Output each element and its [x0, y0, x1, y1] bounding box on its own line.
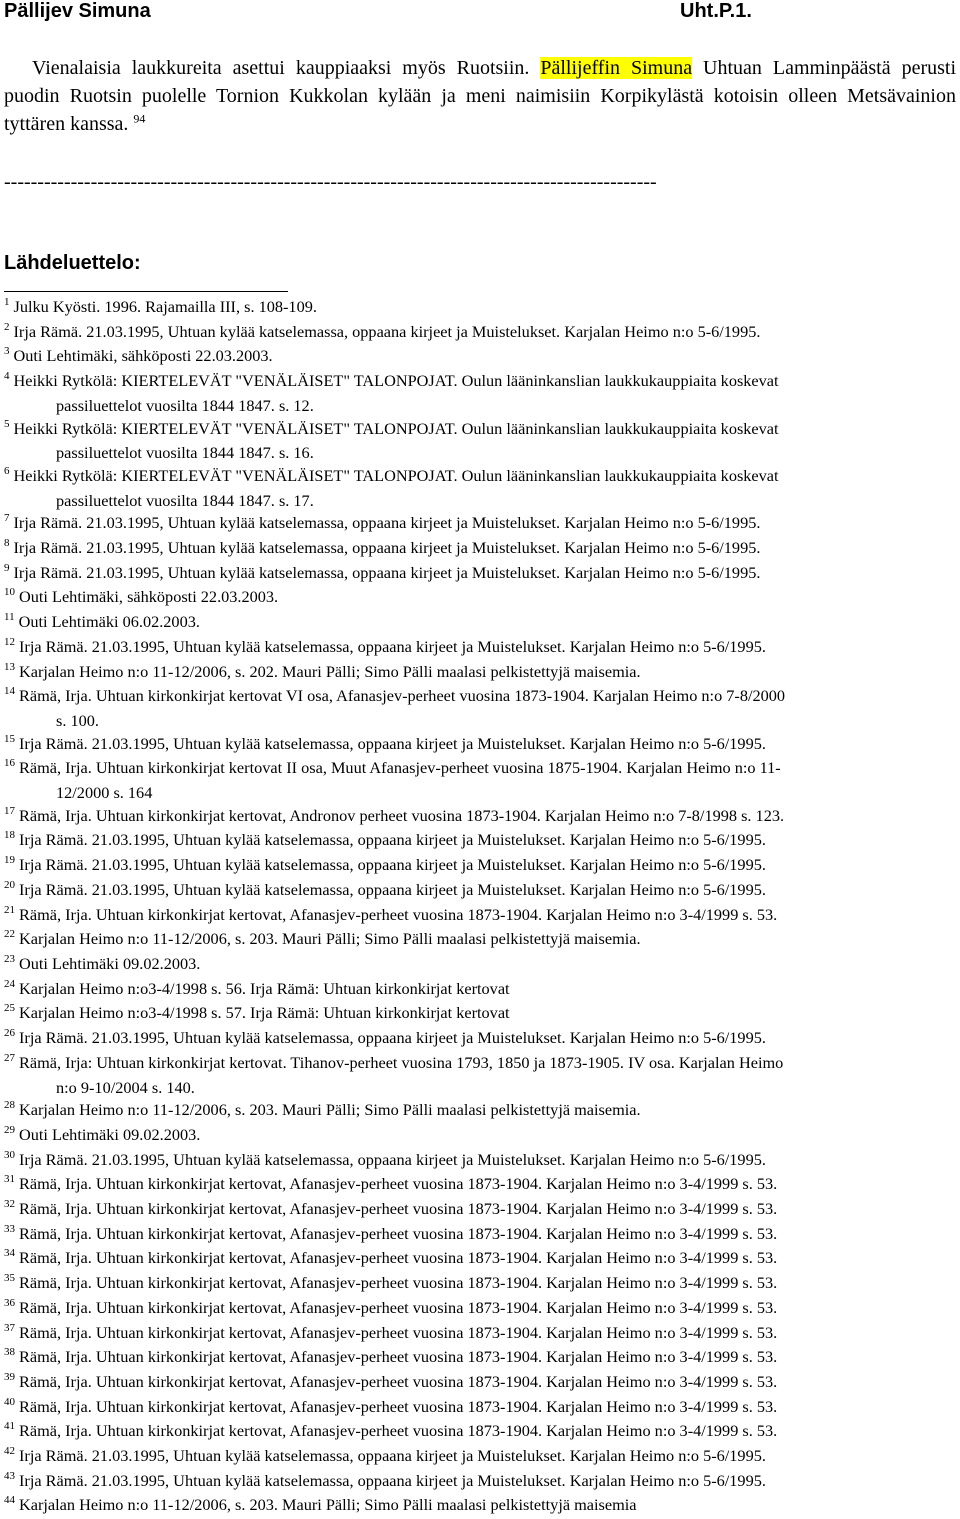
footnote-item: [4, 1346, 956, 1371]
footnote-text: Irja Rämä. 21.03.1995, Uhtuan kylää katselemassa, oppaana kirjeet ja Muistelukset. Karjalan Heimo n:o 5-6/1995.: [13, 321, 761, 341]
footnote-item: [4, 611, 956, 636]
footnote-item: [4, 562, 956, 587]
footnote-text: Outi Lehtimäki, sähköposti 22.03.2003.: [19, 587, 279, 607]
footnote-text: Karjalan Heimo n:o 11-12/2006, s. 202. Mauri Pälli; Simo Pälli maalasi pelkistettyjä maisemia.: [19, 661, 641, 681]
footnote-text: Heikki Rytkölä: KIERTELEVÄT "VENÄLÄISET" TALONPOJAT. Oulun lääninkanslian laukkukauppiaita koskevat: [13, 418, 779, 438]
footnote-item: [4, 345, 956, 370]
footnote-item: [4, 465, 956, 512]
footnote-text: Rämä, Irja. Uhtuan kirkonkirjat kertovat, Afanasjev-perheet vuosina 1873-1904. Karjalan Heimo n:o 3-4/1999 s. 53.: [19, 1371, 778, 1391]
footnote-text: Irja Rämä. 21.03.1995, Uhtuan kylää katselemassa, oppaana kirjeet ja Muistelukset. Karjalan Heimo n:o 5-6/1995.: [19, 1028, 766, 1048]
intro-text-before: Vienalaisia laukkureita asettui kauppiaaksi myös Ruotsiin.: [32, 57, 530, 79]
footnote-text: Karjalan Heimo n:o3-4/1998 s. 56. Irja Rämä: Uhtuan kirkonkirjat kertovat: [19, 978, 510, 998]
footnote-text: Irja Rämä. 21.03.1995, Uhtuan kylää katselemassa, oppaana kirjeet ja Muistelukset. Karjalan Heimo n:o 5-6/1995.: [19, 733, 766, 753]
footnote-item: [4, 1420, 956, 1445]
footnote-text: Rämä, Irja. Uhtuan kirkonkirjat kertovat, Afanasjev-perheet vuosina 1873-1904. Karjalan Heimo n:o 3-4/1999 s. 53.: [19, 1273, 778, 1293]
person-name: Pällijev Simuna: [4, 0, 151, 22]
footnote-item: [4, 1470, 956, 1495]
footnote-text: Karjalan Heimo n:o 11-12/2006, s. 203. Mauri Pälli; Simo Pälli maalasi pelkistettyjä maisemia: [19, 1495, 637, 1515]
footnote-text-continued: n:o 9-10/2004 s. 140.: [56, 1077, 195, 1097]
footnote-item: [4, 636, 956, 661]
footnote-item: [4, 418, 956, 465]
footnote-text: Rämä, Irja. Uhtuan kirkonkirjat kertovat, Afanasjev-perheet vuosina 1873-1904. Karjalan Heimo n:o 3-4/1999 s. 53.: [19, 1199, 778, 1219]
footnote-number: 9: [4, 561, 10, 574]
footnote-item: [4, 1099, 956, 1124]
footnote-number: 18: [4, 829, 15, 842]
footnote-item: [4, 1223, 956, 1248]
footnote-number: 15: [4, 732, 15, 745]
footnote-item: [4, 1494, 956, 1519]
footnote-number: 14: [4, 685, 15, 698]
footnote-item: [4, 661, 956, 686]
footnote-number: 30: [4, 1148, 15, 1161]
footnote-text: Irja Rämä. 21.03.1995, Uhtuan kylää katselemassa, oppaana kirjeet ja Muistelukset. Karjalan Heimo n:o 5-6/1995.: [19, 879, 766, 899]
footnote-item: [4, 805, 956, 830]
footnote-number: 6: [4, 464, 10, 477]
page-header: [4, 0, 956, 26]
footnote-number: 23: [4, 952, 15, 965]
footnote-number: 38: [4, 1346, 15, 1359]
intro-text-after: Uhtuan Lamminpäästä perusti puodin Ruotsin puolelle Tornion Kukkolan kylään ja meni naimisiin Korpikylästä kotoisin olleen Metsävainion tyttären kanssa.: [4, 57, 957, 135]
footnote-text: Heikki Rytkölä: KIERTELEVÄT "VENÄLÄISET" TALONPOJAT. Oulun lääninkanslian laukkukauppiaita koskevat: [13, 465, 779, 485]
footnote-item: [4, 296, 956, 321]
footnote-text: Irja Rämä. 21.03.1995, Uhtuan kylää katselemassa, oppaana kirjeet ja Muistelukset. Karjalan Heimo n:o 5-6/1995.: [19, 830, 766, 850]
footnote-number: 17: [4, 804, 15, 817]
footnote-text: Rämä, Irja. Uhtuan kirkonkirjat kertovat II osa, Muut Afanasjev-perheet vuosina 1875-1904. Karjalan Heimo n:o 11-: [19, 758, 781, 778]
footnote-number: 39: [4, 1370, 15, 1383]
footnote-number: 33: [4, 1222, 15, 1235]
footnote-number: 11: [4, 611, 15, 624]
footnote-item: [4, 904, 956, 929]
footnote-number: 35: [4, 1272, 15, 1285]
footnote-text: Irja Rämä. 21.03.1995, Uhtuan kylää katselemassa, oppaana kirjeet ja Muistelukset. Karjalan Heimo n:o 5-6/1995.: [19, 855, 766, 875]
footnote-text-continued: passiluettelot vuosilta 1844 1847. s. 16.: [56, 443, 314, 463]
footnote-item: [4, 1247, 956, 1272]
highlighted-name: Pällijeffin Simuna: [540, 57, 693, 79]
footnote-number: 24: [4, 977, 15, 990]
footnote-text-continued: passiluettelot vuosilta 1844 1847. s. 17.: [56, 490, 314, 510]
footnote-text: Irja Rämä. 21.03.1995, Uhtuan kylää katselemassa, oppaana kirjeet ja Muistelukset. Karjalan Heimo n:o 5-6/1995.: [19, 636, 766, 656]
footnote-item: [4, 1322, 956, 1347]
footnote-number: 36: [4, 1296, 15, 1309]
footnote-item: [4, 370, 956, 417]
footnote-text: Rämä, Irja. Uhtuan kirkonkirjat kertovat VI osa, Afanasjev-perheet vuosina 1873-1904. Karjalan Heimo n:o 7-8/2000: [19, 686, 786, 706]
footnote-text: Karjalan Heimo n:o 11-12/2006, s. 203. Mauri Pälli; Simo Pälli maalasi pelkistettyjä maisemia.: [19, 929, 641, 949]
footnote-item: [4, 321, 956, 346]
footnote-list: [4, 296, 956, 1519]
footnote-item: [4, 586, 956, 611]
footnote-item: [4, 757, 956, 804]
footnote-text: Rämä, Irja. Uhtuan kirkonkirjat kertovat, Afanasjev-perheet vuosina 1873-1904. Karjalan Heimo n:o 3-4/1999 s. 53.: [19, 1297, 778, 1317]
footnote-item: [4, 829, 956, 854]
document-code: Uht.P.1.: [680, 0, 752, 22]
footnote-number: 22: [4, 928, 15, 941]
footnote-text: Rämä, Irja. Uhtuan kirkonkirjat kertovat, Afanasjev-perheet vuosina 1873-1904. Karjalan Heimo n:o 3-4/1999 s. 53.: [19, 1322, 778, 1342]
footnote-item: [4, 512, 956, 537]
footnote-text: Outi Lehtimäki, sähköposti 22.03.2003.: [13, 346, 273, 366]
footnote-text: Karjalan Heimo n:o3-4/1998 s. 57. Irja Rämä: Uhtuan kirkonkirjat kertovat: [19, 1003, 510, 1023]
footnote-number: 20: [4, 878, 15, 891]
footnote-number: 40: [4, 1395, 15, 1408]
footnote-text-continued: 12/2000 s. 164: [56, 783, 153, 803]
footnote-number: 10: [4, 586, 15, 599]
footnote-number: 21: [4, 903, 15, 916]
footnote-number: 42: [4, 1445, 15, 1458]
footnote-number: 1: [4, 296, 10, 308]
footnote-number: 2: [4, 320, 10, 333]
footnote-number: 12: [4, 635, 15, 648]
dashed-separator: --------------------------------------------------------------------------------------------------: [4, 171, 657, 193]
footnote-item: [4, 1027, 956, 1052]
footnote-item: [4, 1052, 956, 1099]
footnote-text: Rämä, Irja. Uhtuan kirkonkirjat kertovat, Afanasjev-perheet vuosina 1873-1904. Karjalan Heimo n:o 3-4/1999 s. 53.: [19, 1248, 778, 1268]
footnote-text: Irja Rämä. 21.03.1995, Uhtuan kylää katselemassa, oppaana kirjeet ja Muistelukset. Karjalan Heimo n:o 5-6/1995.: [13, 562, 761, 582]
footnote-number: 43: [4, 1469, 15, 1482]
footnote-item: [4, 879, 956, 904]
footnote-number: 44: [4, 1494, 15, 1507]
footnote-number: 5: [4, 417, 10, 430]
footnote-number: 27: [4, 1051, 15, 1064]
intro-paragraph: [4, 54, 956, 138]
footnote-rule: [4, 291, 288, 292]
footnote-number: 26: [4, 1027, 15, 1040]
footnote-item: [4, 1149, 956, 1174]
footnote-text: Outi Lehtimäki 06.02.2003.: [18, 612, 200, 632]
footnote-item: [4, 733, 956, 758]
footnote-text: Irja Rämä. 21.03.1995, Uhtuan kylää katselemassa, oppaana kirjeet ja Muistelukset. Karjalan Heimo n:o 5-6/1995.: [13, 538, 761, 558]
footnote-number: 3: [4, 345, 10, 358]
footnote-text: Rämä, Irja. Uhtuan kirkonkirjat kertovat, Afanasjev-perheet vuosina 1873-1904. Karjalan Heimo n:o 3-4/1999 s. 53.: [19, 1347, 778, 1367]
sources-heading: Lähdeluettelo:: [4, 252, 141, 274]
footnote-number: 8: [4, 537, 10, 550]
footnote-number: 25: [4, 1002, 15, 1015]
footnote-text-continued: s. 100.: [56, 710, 99, 730]
footnote-text: Rämä, Irja. Uhtuan kirkonkirjat kertovat, Afanasjev-perheet vuosina 1873-1904. Karjalan Heimo n:o 3-4/1999 s. 53.: [19, 1174, 778, 1194]
footnote-item: [4, 1124, 956, 1149]
footnote-number: 31: [4, 1173, 15, 1186]
footnote-number: 13: [4, 660, 15, 673]
footnote-text: Rämä, Irja: Uhtuan kirkonkirjat kertovat. Tihanov-perheet vuosina 1793, 1850 ja 1873-1905. IV osa. Karjalan Heimo: [19, 1052, 784, 1072]
footnote-text: Irja Rämä. 21.03.1995, Uhtuan kylää katselemassa, oppaana kirjeet ja Muistelukset. Karjalan Heimo n:o 5-6/1995.: [19, 1149, 766, 1169]
footnote-text: Rämä, Irja. Uhtuan kirkonkirjat kertovat, Afanasjev-perheet vuosina 1873-1904. Karjalan Heimo n:o 3-4/1999 s. 53.: [19, 1223, 778, 1243]
footnote-text: Julku Kyösti. 1996. Rajamailla III, s. 108-109.: [13, 297, 317, 316]
footnote-number: 19: [4, 854, 15, 867]
footnote-text: Irja Rämä. 21.03.1995, Uhtuan kylää katselemassa, oppaana kirjeet ja Muistelukset. Karjalan Heimo n:o 5-6/1995.: [19, 1470, 766, 1490]
footnote-number: 37: [4, 1321, 15, 1334]
footnote-number: 29: [4, 1123, 15, 1136]
footnote-item: [4, 1396, 956, 1421]
footnote-item: [4, 1272, 956, 1297]
footnote-number: 7: [4, 512, 10, 525]
footnote-number: 34: [4, 1247, 15, 1260]
footnote-text: Outi Lehtimäki 09.02.2003.: [19, 953, 201, 973]
footnote-text: Irja Rämä. 21.03.1995, Uhtuan kylää katselemassa, oppaana kirjeet ja Muistelukset. Karjalan Heimo n:o 5-6/1995.: [13, 513, 761, 533]
footnote-reference[interactable]: 94: [133, 111, 146, 126]
footnote-item: [4, 537, 956, 562]
footnote-item: [4, 854, 956, 879]
footnote-number: 41: [4, 1420, 15, 1433]
footnote-text: Rämä, Irja. Uhtuan kirkonkirjat kertovat, Afanasjev-perheet vuosina 1873-1904. Karjalan Heimo n:o 3-4/1999 s. 53.: [19, 1396, 778, 1416]
footnote-text: Rämä, Irja. Uhtuan kirkonkirjat kertovat, Andronov perheet vuosina 1873-1904. Karjalan Heimo n:o 7-8/1998 s. 123.: [19, 805, 785, 825]
footnote-text: Rämä, Irja. Uhtuan kirkonkirjat kertovat, Afanasjev-perheet vuosina 1873-1904. Karjalan Heimo n:o 3-4/1999 s. 53.: [19, 904, 778, 924]
footnote-item: [4, 1445, 956, 1470]
footnote-item: [4, 1173, 956, 1198]
footnote-text-continued: passiluettelot vuosilta 1844 1847. s. 12.: [56, 395, 314, 415]
footnote-number: 4: [4, 370, 10, 383]
footnote-item: [4, 1297, 956, 1322]
footnote-item: [4, 928, 956, 953]
footnote-text: Outi Lehtimäki 09.02.2003.: [19, 1124, 201, 1144]
footnote-number: 32: [4, 1198, 15, 1211]
footnote-number: 16: [4, 757, 15, 770]
footnote-item: [4, 1002, 956, 1027]
footnote-item: [4, 1198, 956, 1223]
footnote-number: 28: [4, 1099, 15, 1112]
footnote-text: Heikki Rytkölä: KIERTELEVÄT "VENÄLÄISET" TALONPOJAT. Oulun lääninkanslian laukkukauppiaita koskevat: [13, 371, 779, 391]
footnote-text: Rämä, Irja. Uhtuan kirkonkirjat kertovat, Afanasjev-perheet vuosina 1873-1904. Karjalan Heimo n:o 3-4/1999 s. 53.: [19, 1421, 778, 1441]
footnote-item: [4, 1371, 956, 1396]
footnote-item: [4, 685, 956, 732]
footnote-text: Irja Rämä. 21.03.1995, Uhtuan kylää katselemassa, oppaana kirjeet ja Muistelukset. Karjalan Heimo n:o 5-6/1995.: [19, 1446, 766, 1466]
footnote-text: Karjalan Heimo n:o 11-12/2006, s. 203. Mauri Pälli; Simo Pälli maalasi pelkistettyjä maisemia.: [19, 1100, 641, 1120]
footnote-item: [4, 978, 956, 1003]
footnote-item: [4, 953, 956, 978]
